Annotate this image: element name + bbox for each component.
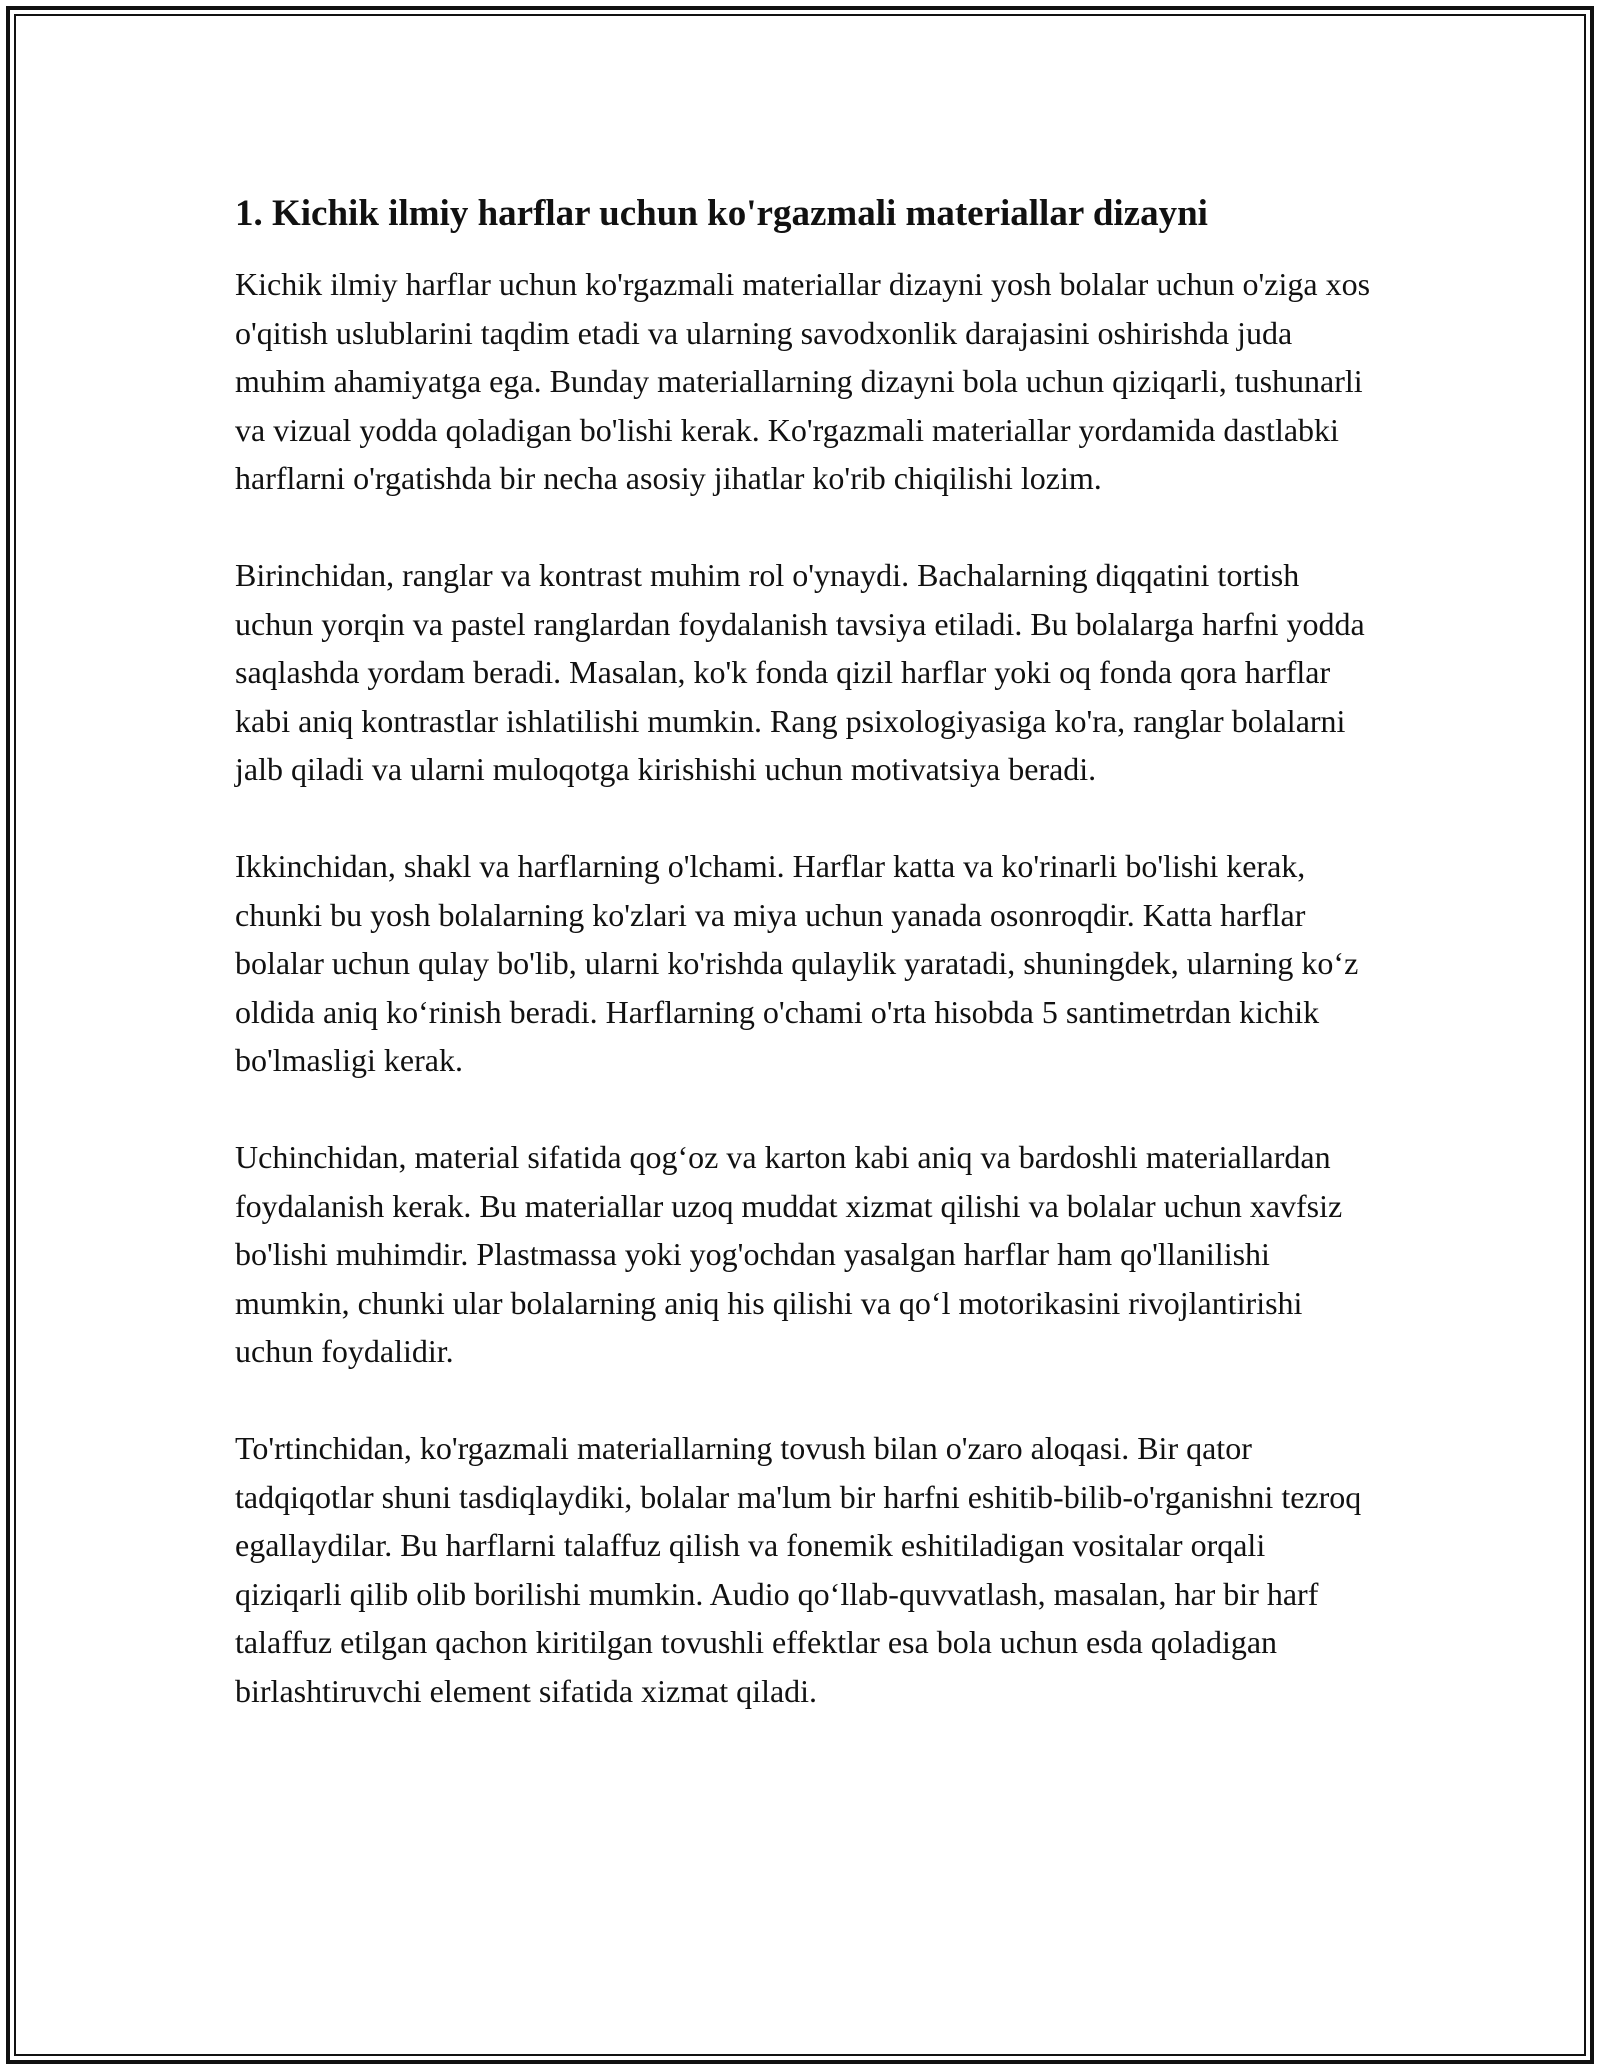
paragraph-size: Ikkinchidan, shakl va harflarning o'lchami. Harflar katta va ko'rinarli bo'lishi kerak, chunki bu yosh bolalarning ko'zlari va miya uchun yanada osonroqdir. Katta harflar bolalar uchun qulay bo'lib, ularni ko'rishda qulaylik yaratadi, shuningdek, ularning ko‘z oldida aniq ko‘rinish beradi. Harflarning o'chami o'rta hisobda 5 santimetrdan kichik bo'lmasligi kerak.: [235, 848, 1359, 1078]
document-body: [235, 190, 1375, 1764]
paragraph-material: Uchinchidan, material sifatida qog‘oz va karton kabi aniq va bardoshli materiallardan foydalanish kerak. Bu materiallar uzoq muddat xizmat qilishi va bolalar uchun xavfsiz bo'lishi muhimdir. Plastmassa yoki yog'ochdan yasalgan harflar ham qo'llanilishi mumkin, chunki ular bolalarning aniq his qilishi va qo‘l motorikasini rivojlantirishi uchun foydalidir.: [235, 1139, 1343, 1369]
paragraph-intro: Kichik ilmiy harflar uchun ko'rgazmali materiallar dizayni yosh bolalar uchun o'ziga xos o'qitish uslublarini taqdim etadi va ularning savodxonlik darajasini oshirishda juda muhim ahamiyatga ega. Bunday materiallarning dizayni bola uchun qiziqarli, tushunarli va vizual yodda qoladigan bo'lishi kerak. Ko'rgazmali materiallar yordamida dastlabki harflarni o'rgatishda bir necha asosiy jihatlar ko'rib chiqilishi lozim.: [235, 266, 1371, 496]
paragraph-sound: To'rtinchidan, ko'rgazmali materiallarning tovush bilan o'zaro aloqasi. Bir qator tadqiqotlar shuni tasdiqlaydiki, bolalar ma'lum bir harfni eshitib-bilib-o'rganishni tezroq egallaydilar. Bu harflarni talaffuz qilish va fonemik eshitiladigan vositalar orqali qiziqarli qilib olib borilishi mumkin. Audio qo‘llab-quvvatlash, masalan, har bir harf talaffuz etilgan qachon kiritilgan tovushli effektlar esa bola uchun esda qoladigan birlashtiruvchi element sifatida xizmat qiladi.: [235, 1430, 1362, 1709]
section-title: 1. Kichik ilmiy harflar uchun ko'rgazmali materiallar dizayni: [235, 193, 1208, 234]
paragraph-colors: Birinchidan, ranglar va kontrast muhim rol o'ynaydi. Bachalarning diqqatini tortish uchun yorqin va pastel ranglardan foydalanish tavsiya etiladi. Bu bolalarga harfni yodda saqlashda yordam beradi. Masalan, ko'k fonda qizil harflar yoki oq fonda qora harflar kabi aniq kontrastlar ishlatilishi mumkin. Rang psixologiyasiga ko'ra, ranglar bolalarni jalb qiladi va ularni muloqotga kirishishi uchun motivatsiya beradi.: [235, 557, 1365, 787]
